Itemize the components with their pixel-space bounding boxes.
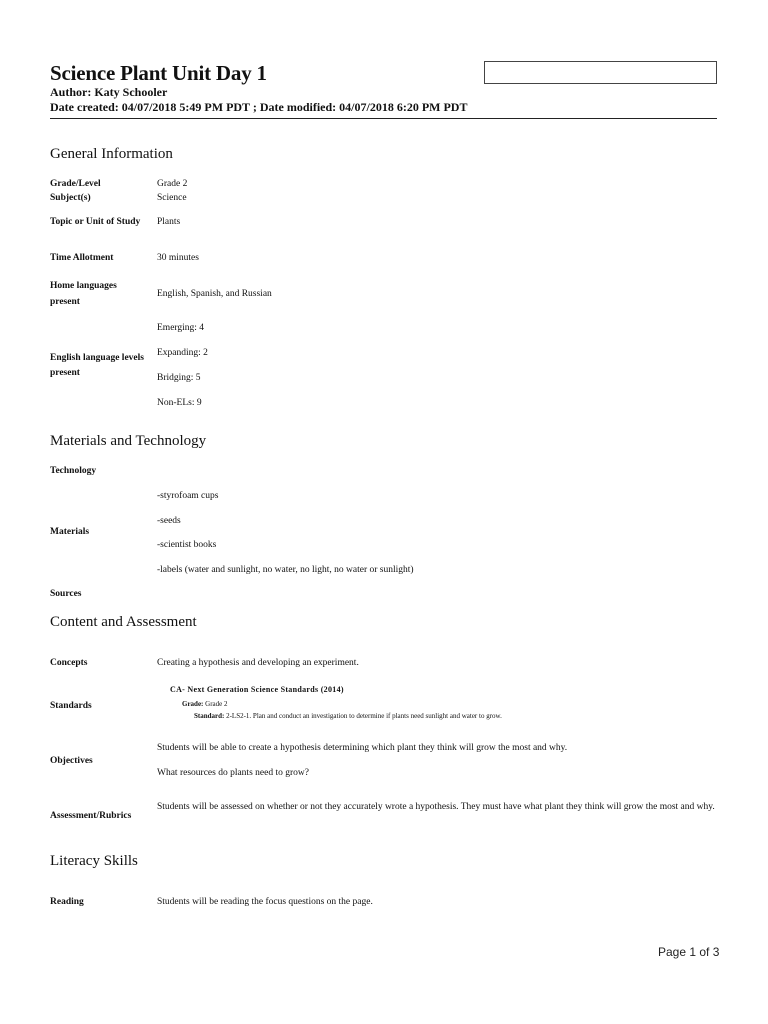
objectives-label: Objectives (50, 756, 93, 766)
standards-source: CA- Next Generation Science Standards (2014) (170, 685, 344, 694)
standards-grade (182, 700, 228, 708)
standards-standard-key: Standard: (194, 712, 225, 720)
author-line: Author: Katy Schooler (50, 85, 168, 99)
reading-value: Students will be reading the focus questions on the page. (157, 897, 373, 907)
subject-label: Subject(s) (50, 193, 91, 203)
home-languages-label-line1: Home languages (50, 281, 117, 291)
standards-grade-value: Grade 2 (205, 700, 228, 708)
section-title-literacy: Literacy Skills (50, 853, 138, 869)
grade-value: Grade 2 (157, 179, 188, 189)
material-item: -labels (water and sunlight, no water, no light, no water or sunlight) (157, 565, 414, 575)
subject-value: Science (157, 193, 187, 203)
objective-item: What resources do plants need to grow? (157, 768, 309, 778)
grade-label: Grade/Level (50, 179, 101, 189)
home-languages-value: English, Spanish, and Russian (157, 289, 272, 299)
page-number: Page 1 of 3 (658, 945, 720, 959)
standards-standard (194, 712, 502, 720)
standards-standard-value: 2-LS2-1. Plan and conduct an investigation to determine if plants need sunlight and water to grow. (226, 712, 502, 720)
time-value: 30 minutes (157, 253, 199, 263)
time-label: Time Allotment (50, 253, 114, 263)
section-title-materials: Materials and Technology (50, 433, 207, 449)
header-divider (50, 118, 717, 119)
concepts-label: Concepts (50, 658, 88, 668)
materials-label: Materials (50, 527, 90, 537)
assessment-label: Assessment/Rubrics (50, 811, 132, 821)
section-title-general: General Information (50, 146, 173, 162)
ell-level-non-els: Non-ELs: 9 (157, 398, 202, 408)
standards-grade-key: Grade: (182, 700, 204, 708)
section-title-content: Content and Assessment (50, 614, 197, 630)
material-item: -styrofoam cups (157, 491, 219, 501)
ell-label-line2: present (50, 368, 80, 378)
topic-label: Topic or Unit of Study (50, 217, 141, 227)
dates-line: Date created: 04/07/2018 5:49 PM PDT ; Date modified: 04/07/2018 6:20 PM PDT (50, 100, 468, 114)
ell-level-expanding: Expanding: 2 (157, 348, 208, 358)
ell-label-line1: English language levels (50, 353, 144, 363)
concepts-value: Creating a hypothesis and developing an experiment. (157, 658, 359, 668)
topic-value: Plants (157, 217, 181, 227)
technology-label: Technology (50, 466, 97, 476)
material-item: -seeds (157, 516, 181, 526)
material-item: -scientist books (157, 540, 217, 550)
blank-field-box (484, 61, 717, 84)
ell-level-emerging: Emerging: 4 (157, 323, 205, 333)
sources-label: Sources (50, 589, 82, 599)
reading-label: Reading (50, 897, 84, 907)
objective-item: Students will be able to create a hypothesis determining which plant they think will grow the most and why. (157, 743, 568, 753)
ell-level-bridging: Bridging: 5 (157, 373, 201, 383)
assessment-value: Students will be assessed on whether or not they accurately wrote a hypothesis. They must have what plant they think will grow the most and why. (157, 802, 715, 812)
standards-label: Standards (50, 701, 92, 711)
document-title: Science Plant Unit Day 1 (50, 61, 267, 85)
home-languages-label-line2: present (50, 297, 80, 307)
